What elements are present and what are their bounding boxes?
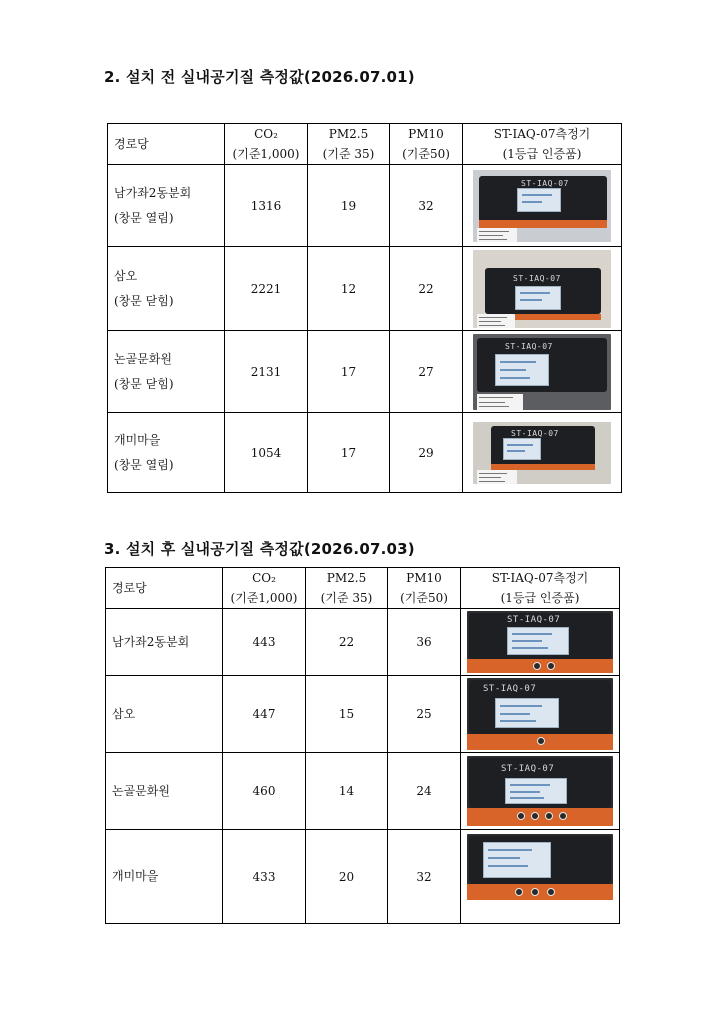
header-place: 경로당 <box>108 124 225 165</box>
table-row <box>108 165 622 247</box>
meter-photo-icon: ST-IAQ-07 <box>473 170 611 242</box>
header-pm25: PM2.5 (기준 35) <box>308 124 390 165</box>
table-row <box>106 676 620 753</box>
meter-photo-icon <box>467 834 613 900</box>
co2-value: 447 <box>223 676 306 753</box>
pm10-value: 36 <box>388 609 461 676</box>
pm10-value: 27 <box>390 331 463 413</box>
pm10-value: 25 <box>388 676 461 753</box>
pm10-value: 22 <box>390 247 463 331</box>
co2-value: 443 <box>223 609 306 676</box>
place-cell: 삼오 <box>106 676 223 753</box>
table-header-row <box>108 124 622 165</box>
place-cell: 남가좌2동분회 <box>106 609 223 676</box>
co2-value: 460 <box>223 753 306 830</box>
place-cell: 삼오 (창문 닫힘) <box>108 247 225 331</box>
co2-value: 433 <box>223 830 306 924</box>
pm10-value: 29 <box>390 413 463 493</box>
pm25-value: 12 <box>308 247 390 331</box>
pm10-value: 32 <box>388 830 461 924</box>
header-co2: CO₂ (기준1,000) <box>223 568 306 609</box>
table-row <box>106 609 620 676</box>
place-cell: 논골문화원 (창문 닫힘) <box>108 331 225 413</box>
section-after-title: 3. 설치 후 실내공기질 측정값(2026.07.03) <box>104 540 415 558</box>
pm25-value: 15 <box>306 676 388 753</box>
meter-photo-icon: ST-IAQ-07 <box>467 756 613 826</box>
header-co2: CO₂ (기준1,000) <box>225 124 308 165</box>
header-pm10: PM10 (기준50) <box>390 124 463 165</box>
table-header-row <box>106 568 620 609</box>
meter-photo-icon: ST-IAQ-07 <box>467 678 613 750</box>
meter-photo-icon: ST-IAQ-07 <box>473 422 611 484</box>
co2-value: 2131 <box>225 331 308 413</box>
pm25-value: 20 <box>306 830 388 924</box>
table-row <box>106 753 620 830</box>
pm10-value: 32 <box>390 165 463 247</box>
header-device: ST-IAQ-07측정기 (1등급 인증품) <box>463 124 622 165</box>
table-row <box>106 830 620 924</box>
header-pm10: PM10 (기준50) <box>388 568 461 609</box>
table-row <box>108 413 622 493</box>
place-cell: 개미마을 (창문 열림) <box>108 413 225 493</box>
after-table <box>105 567 620 924</box>
meter-photo-icon: ST-IAQ-07 <box>473 250 611 328</box>
header-pm25: PM2.5 (기준 35) <box>306 568 388 609</box>
pm25-value: 17 <box>308 331 390 413</box>
co2-value: 1054 <box>225 413 308 493</box>
section-before-title: 2. 설치 전 실내공기질 측정값(2026.07.01) <box>104 68 415 86</box>
header-place: 경로당 <box>106 568 223 609</box>
pm25-value: 17 <box>308 413 390 493</box>
pm25-value: 19 <box>308 165 390 247</box>
co2-value: 1316 <box>225 165 308 247</box>
co2-value: 2221 <box>225 247 308 331</box>
meter-photo-icon: ST-IAQ-07 <box>473 334 611 410</box>
pm10-value: 24 <box>388 753 461 830</box>
pm25-value: 22 <box>306 609 388 676</box>
meter-photo-icon: ST-IAQ-07 <box>467 611 613 673</box>
before-table <box>107 123 622 493</box>
place-cell: 남가좌2동분회 (창문 열림) <box>108 165 225 247</box>
place-cell: 개미마을 <box>106 830 223 924</box>
place-cell: 논골문화원 <box>106 753 223 830</box>
pm25-value: 14 <box>306 753 388 830</box>
header-device: ST-IAQ-07측정기 (1등급 인증품) <box>461 568 620 609</box>
table-row <box>108 331 622 413</box>
table-row <box>108 247 622 331</box>
